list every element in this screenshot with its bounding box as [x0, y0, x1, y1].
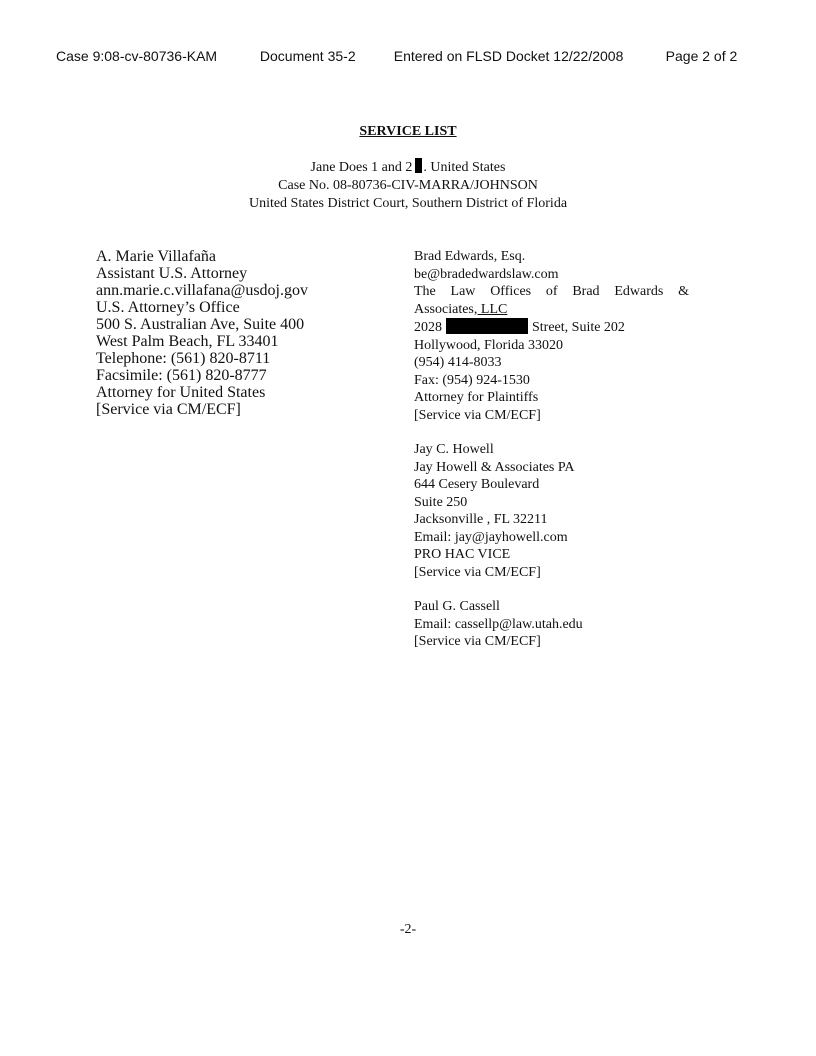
contact-line: Brad Edwards, Esq.: [414, 249, 526, 264]
caption-line-court: United States District Court, Southern District of Florida: [248, 196, 568, 211]
contact-line: [Service via CM/ECF]: [96, 401, 241, 418]
contact-howell: [414, 441, 689, 581]
contact-line: Hollywood, Florida 33020: [414, 337, 563, 353]
contact-cassell: [414, 598, 689, 651]
contact-line: Jay C. Howell: [414, 442, 494, 457]
entered-date: Entered on FLSD Docket 12/22/2008: [393, 48, 624, 64]
contact-line: Fax: (954) 924-1530: [414, 372, 530, 388]
contact-line: Jay Howell & Associates PA: [414, 459, 575, 475]
right-contacts: [414, 248, 689, 668]
contact-line: A. Marie Villafaña: [96, 248, 217, 265]
contact-line: U.S. Attorney’s Office: [96, 299, 240, 316]
contact-line: be@bradedwardslaw.com: [414, 266, 559, 282]
contact-line: [Service via CM/ECF]: [414, 564, 541, 580]
contact-line: PRO HAC VICE: [414, 547, 511, 562]
contact-line: Facsimile: (561) 820-8777: [96, 367, 267, 384]
contact-line: Attorney for United States: [96, 384, 266, 401]
case-number: Case 9:08-cv-80736-KAM: [56, 48, 218, 64]
case-caption: [0, 158, 816, 213]
page-indicator: Page 2 of 2: [665, 48, 738, 64]
page-title: SERVICE LIST: [359, 124, 457, 139]
contact-line: Associates, LLC: [414, 301, 508, 317]
redaction-mark: [446, 318, 528, 334]
contact-line: Email: jay@jayhowell.com: [414, 529, 568, 545]
caption-line-parties: Jane Does 1 and 2 . United States: [310, 160, 506, 175]
contact-line: 500 S. Australian Ave, Suite 400: [96, 316, 305, 333]
firm-name-line: The Law Offices of Brad Edwards &: [414, 284, 689, 299]
contact-edwards: [414, 248, 689, 424]
contact-line: (954) 414-8033: [414, 355, 502, 370]
contact-line: [Service via CM/ECF]: [414, 634, 541, 649]
redaction-mark: [415, 158, 422, 173]
contact-line: Email: cassellp@law.utah.edu: [414, 616, 583, 632]
page-number: -2-: [399, 922, 417, 937]
docket-header: [56, 48, 756, 64]
document-number: Document 35-2: [259, 48, 356, 64]
contact-line: Assistant U.S. Attorney: [96, 265, 248, 282]
contact-line: Attorney for Plaintiffs: [414, 390, 539, 405]
contact-line: Paul G. Cassell: [414, 599, 500, 614]
contact-line-street: 2028 Street, Suite 202: [414, 320, 625, 335]
contact-line: Telephone: (561) 820-8711: [96, 350, 271, 367]
caption-line-case-no: Case No. 08-80736-CIV-MARRA/JOHNSON: [278, 178, 538, 193]
contact-line: 644 Cesery Boulevard: [414, 477, 540, 492]
contact-line: West Palm Beach, FL 33401: [96, 333, 279, 350]
contact-line: Suite 250: [414, 494, 468, 510]
contact-line: Jacksonville , FL 32211: [414, 512, 548, 527]
contact-line: ann.marie.c.villafana@usdoj.gov: [96, 282, 308, 299]
contact-line: [Service via CM/ECF]: [414, 407, 541, 423]
contact-villafana: [96, 248, 356, 418]
